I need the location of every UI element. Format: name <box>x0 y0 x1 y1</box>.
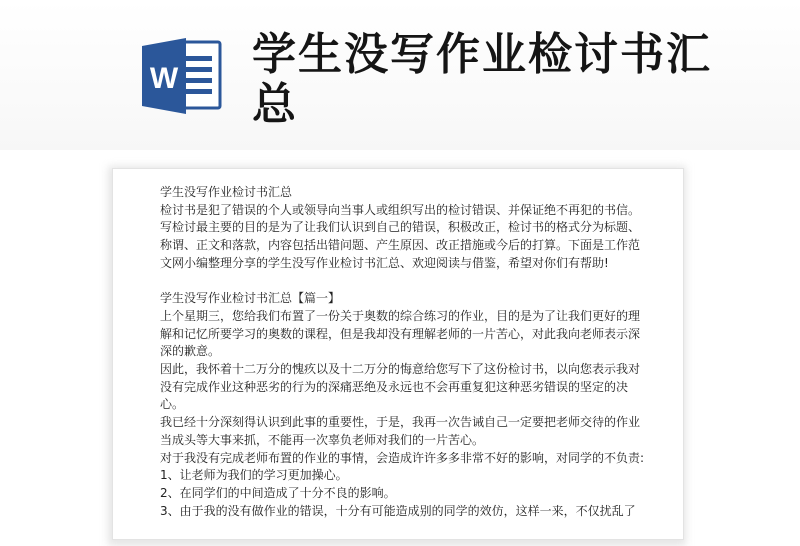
word-icon-letter: W <box>149 62 179 95</box>
doc-paragraph: 对于我没有完成老师布置的作业的事情，会造成许许多多非常不好的影响，对同学的不负责: <box>160 450 645 465</box>
doc-list-item: 3、由于我的没有做作业的错误，十分有可能造成别的同学的效仿，这样一来，不仅扰乱了 <box>160 503 636 518</box>
word-document-icon <box>140 36 226 116</box>
doc-paragraph: 上个星期三，您给我们布置了一份关于奥数的综合练习的作业，目的是为了让我们更好的理解和记忆所要学习的奥数的课程，但是我却没有理解老师的一片苦心，对此我向老师表示深深的歉意。 <box>160 308 641 359</box>
doc-paragraph: 我已经十分深刻得认识到此事的重要性，于是，我再一次告诫自己一定要把老师交待的作业当成头等大事来抓，不能再一次辜负老师对我们的一片苦心。 <box>160 415 641 447</box>
document-page <box>112 168 684 540</box>
doc-list-item: 2、在同学们的中间造成了十分不良的影响。 <box>160 485 396 500</box>
doc-paragraph: 因此，我怀着十二万分的愧疚以及十二万分的悔意给您写下了这份检讨书，以向您表示我对没有完成作业这种恶劣的行为的深痛恶绝及永远也不会再重复犯这种恶劣错误的坚定的决心。 <box>160 362 641 412</box>
doc-list-item: 1、让老师为我们的学习更加操心。 <box>160 468 348 483</box>
doc-section-heading: 学生没写作业检讨书汇总【篇一】 <box>160 291 341 306</box>
blank-line <box>160 273 648 291</box>
doc-heading: 学生没写作业检讨书汇总 <box>160 185 293 199</box>
doc-paragraph: 检讨书是犯了错误的个人或领导向当事人或组织写出的检讨错误、并保证绝不再犯的书信。写检讨最主要的目的是为了让我们认识到自己的错误，积极改正，检讨书的格式分为标题、称谓、正文和落款，内容包括出错问题、产生原因、改正措施或今后的打算。下面是工作范文网小编整理分享的学生没写作业检讨书汇总、欢迎阅读与借鉴，希望对你们有帮助! <box>160 202 641 270</box>
document-body <box>160 184 648 520</box>
page-title: 学生没写作业检讨书汇总 <box>252 29 712 130</box>
